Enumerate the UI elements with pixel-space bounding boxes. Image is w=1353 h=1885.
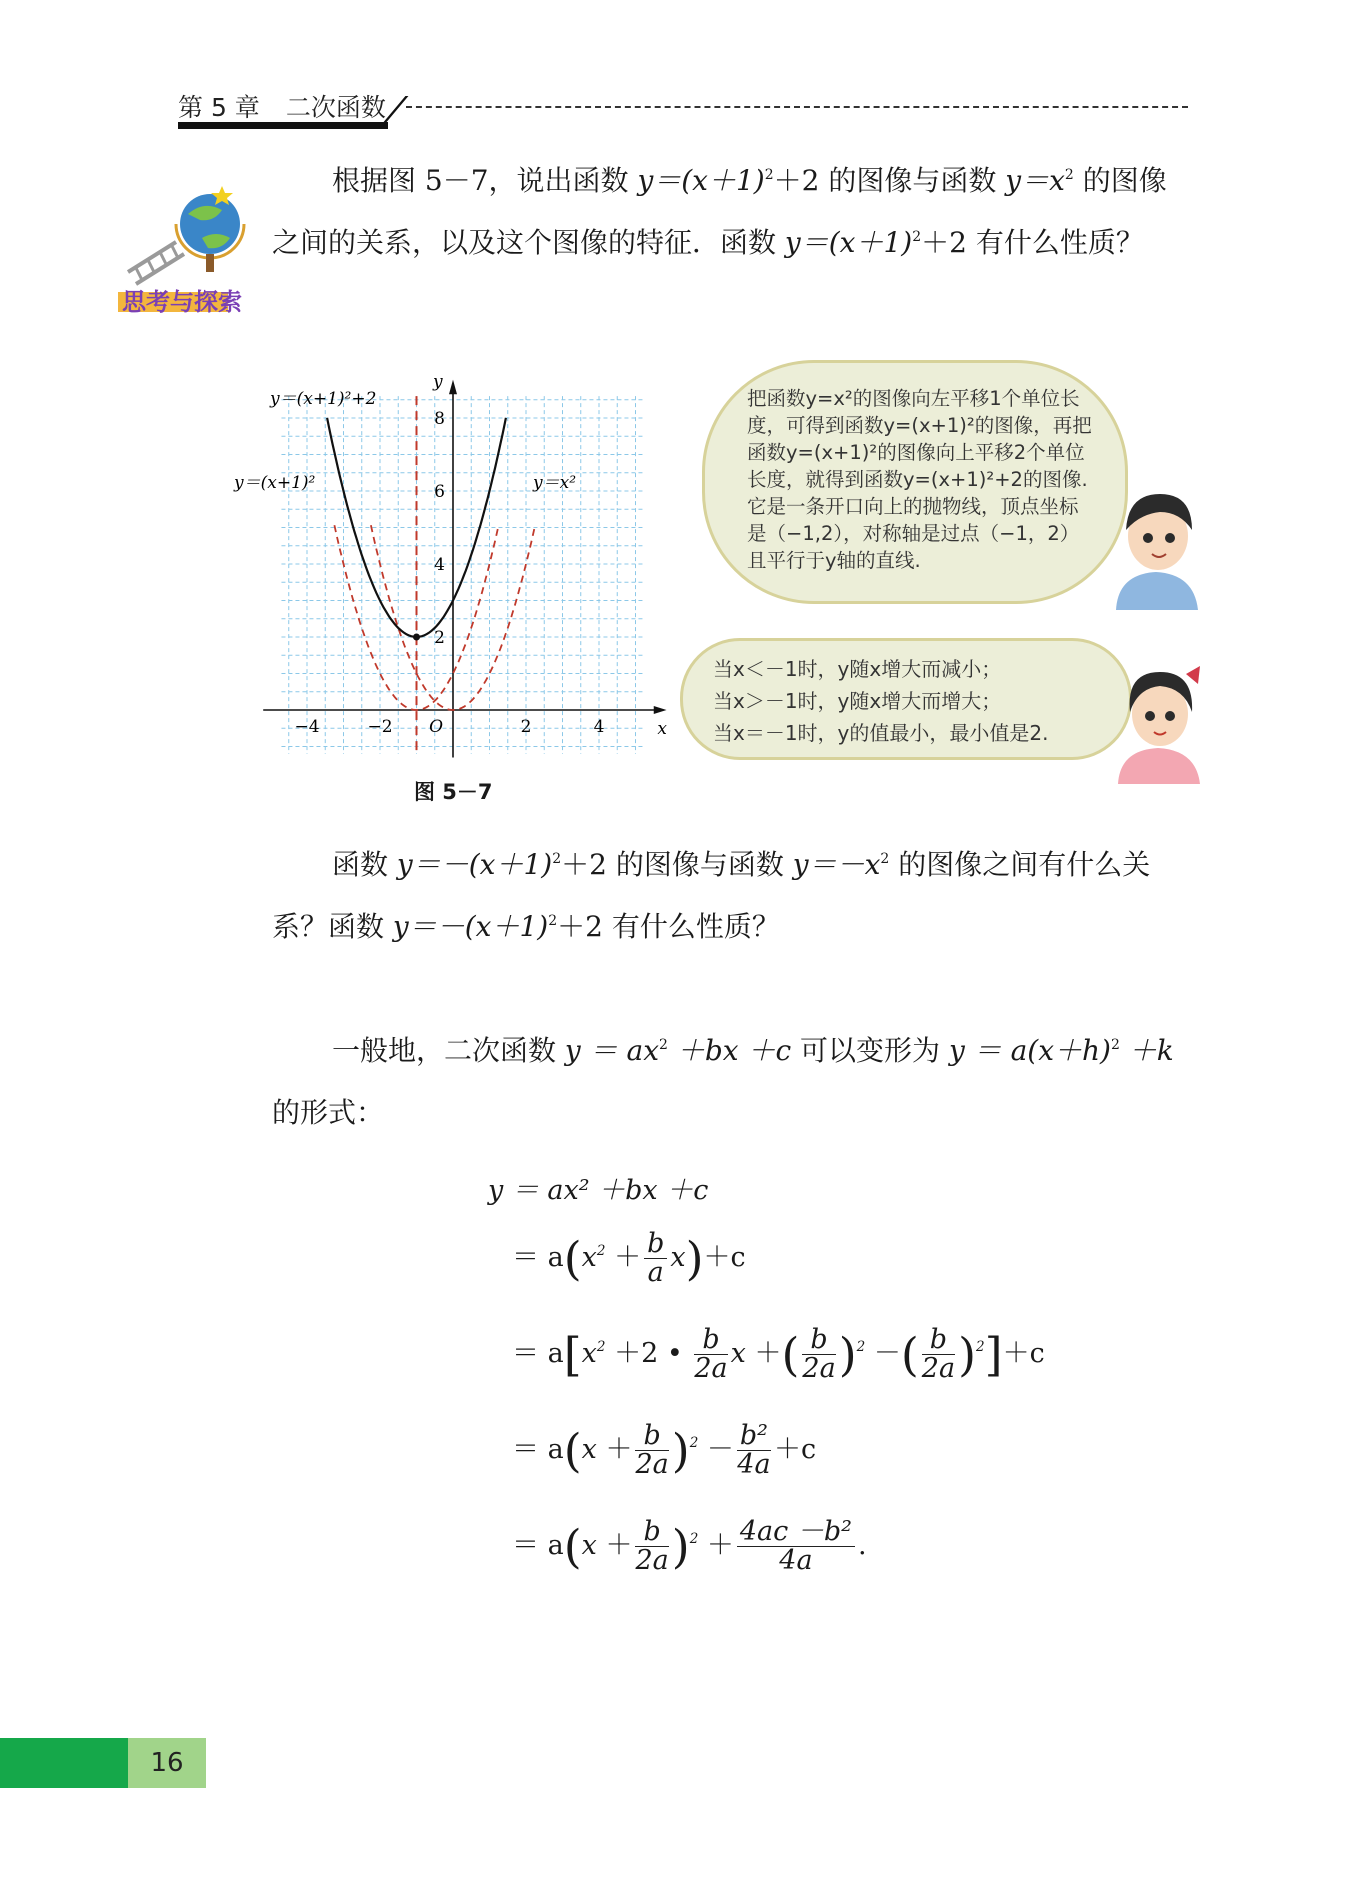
girl-avatar <box>1110 656 1206 784</box>
y-tick-label: 6 <box>434 482 445 502</box>
girl-line-2: 当x＞－1时，y随x增大而增大； <box>713 689 1002 713</box>
derivation-line-4: ＝ a(x ＋ $\frac{b}{2a}$ )$^2$ － $\frac{\text{b²}}{4a}$ ＋c <box>512 1420 817 1480</box>
label-shift-curve: y＝(x+1)² <box>234 473 316 493</box>
y-axis-label: y <box>433 371 443 392</box>
question-paragraph-1: 根据图 5－7，说出函数 $y=(x+1)^2+2$ 的图像与函数 $y=x^2$ 的图像之间的关系，以及这个图像的特征．函数 $y=(x+1)^2+2$ 有什么性质？ <box>272 164 1167 259</box>
origin-label: O <box>429 717 443 737</box>
badge-label: 思考与探索 <box>122 288 242 316</box>
header-dashed-rule <box>406 106 1188 108</box>
x-tick-label: 2 <box>520 717 532 737</box>
tick-labels <box>294 372 667 739</box>
footer-green-bar <box>0 1738 128 1788</box>
boy-avatar <box>1108 482 1204 610</box>
figure-caption: 图 5－7 <box>414 780 493 804</box>
question-paragraph-2: 函数 $y=-(x+1)^2+2$ 的图像与函数 $y=-x^2$ 的图像之间有什么关系？函数 $y=-(x+1)^2+2$ 有什么性质？ <box>272 848 1151 943</box>
girl-line-1: 当x＜－1时，y随x增大而减小； <box>713 657 1002 681</box>
y-axis-arrow <box>449 380 457 395</box>
parabola-figure <box>234 368 680 764</box>
x-axis-arrow <box>654 706 667 714</box>
chapter-number: 第 5 章 <box>178 93 260 122</box>
grid <box>281 396 642 754</box>
y-tick-label: 2 <box>434 628 445 648</box>
x-tick-label: −4 <box>294 717 320 737</box>
x-tick-label: −2 <box>367 717 393 737</box>
vertex-point <box>413 634 420 641</box>
chapter-title: 二次函数 <box>285 93 386 122</box>
header-underline <box>178 122 388 129</box>
chapter-header <box>178 88 386 124</box>
general-paragraph: 一般地，二次函数 $y = ax^2 +bx +c$ 可以变形为 $y = a(x+h)^2 +k$ 的形式： <box>272 1034 1174 1129</box>
girl-line-3: 当x＝－1时，y的值最小，最小值是2. <box>713 721 1049 745</box>
derivation-line-5: ＝ a(x ＋ $\frac{b}{2a}$ )$^2$ ＋ $\frac{\text{4ac －b²}}{4a}$ . <box>512 1516 867 1576</box>
globe-icon <box>176 186 244 272</box>
y-tick-label: 4 <box>434 555 445 575</box>
derivation-line-2: ＝ $a(x^2$ ＋ $\frac{b}{a}$ x)＋c <box>512 1228 746 1288</box>
ladder-icon <box>128 242 184 284</box>
y-tick-label: 8 <box>434 409 445 429</box>
derivation-line-1: y ＝ ax² ＋bx ＋c <box>488 1175 709 1206</box>
label-base-curve: y＝x² <box>533 473 577 493</box>
speech-bubble-girl <box>680 638 1132 760</box>
think-explore-badge <box>118 180 266 320</box>
speech-bubble-boy: 把函数y=x²的图像向左平移1个单位长度，可得到函数y=(x+1)²的图像，再把函数y=(x+1)²的图像向上平移2个单位长度，就得到函数y=(x+1)²+2的图像.它是一条开口向上的抛物线，顶点坐标是（−1,2），对称轴是过点（−1，2）且平行于y轴的直线. <box>702 360 1128 604</box>
label-main-curve: y＝(x+1)²+2 <box>270 389 377 409</box>
x-tick-label: 4 <box>593 717 605 737</box>
page-number: 16 <box>128 1738 206 1788</box>
x-axis-label: x <box>657 719 667 739</box>
derivation-line-3: ＝ $a[x^2 +2$ • $\frac{b}{2a}$ x ＋( $\frac{b}{2a}$ )$^2$ －( $\frac{b}{2a}$ )$^2$]＋c <box>512 1324 1045 1384</box>
